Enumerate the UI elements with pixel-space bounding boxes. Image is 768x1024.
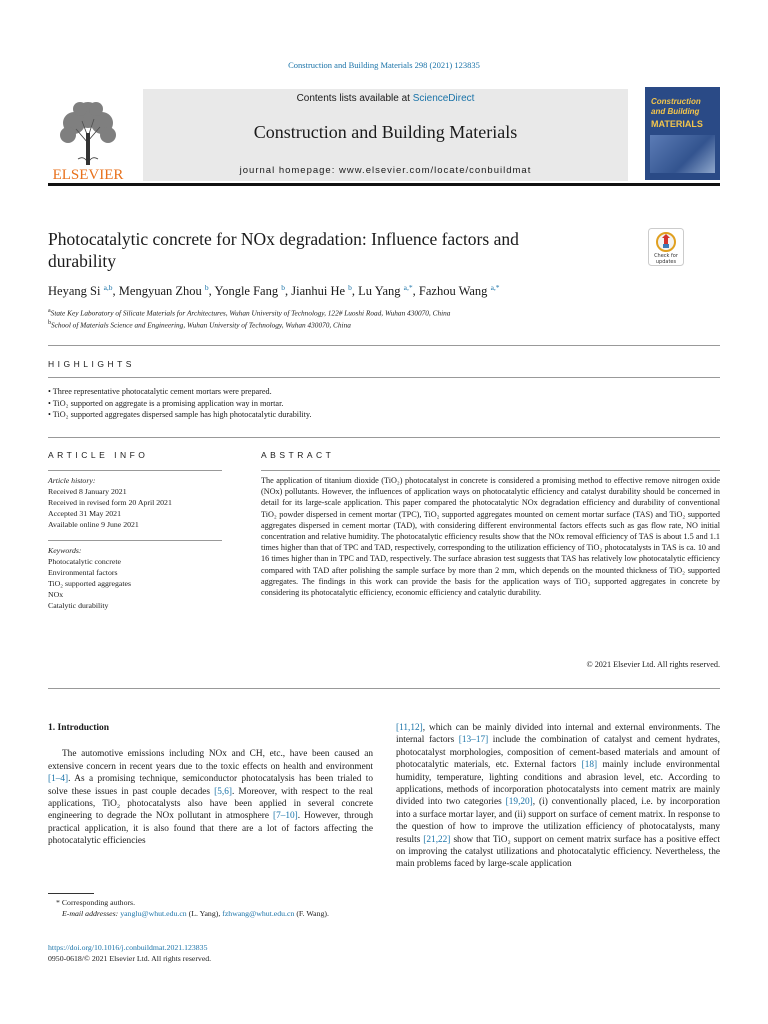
journal-reference-link[interactable]: Construction and Building Materials 298 (2021) 123835	[288, 60, 480, 70]
author: Jianhui He	[291, 284, 346, 299]
citation-link[interactable]: [13–17]	[458, 735, 489, 746]
sciencedirect-link[interactable]: ScienceDirect	[412, 93, 475, 104]
body-column-left	[48, 722, 373, 848]
text-run: show that TiO₂ support on cement matrix surface has a positive effect on improving the catalyst utilizations and photocatalytic efficiency. Nevertheless, the main problems faced by large-scale application	[396, 834, 720, 870]
doi-block	[48, 942, 373, 964]
section-heading: 1. Introduction	[48, 723, 110, 733]
journal-homepage[interactable]: journal homepage: www.elsevier.com/locate/conbuildmat	[239, 165, 532, 176]
cover-photo	[650, 135, 715, 173]
body-column-right	[396, 722, 720, 871]
author: Fazhou Wang	[418, 284, 488, 299]
author-affiliation-mark[interactable]: a,b	[103, 283, 113, 292]
divider	[48, 470, 222, 471]
article-history	[48, 475, 222, 530]
divider	[48, 377, 720, 378]
history-item: Accepted 31 May 2021	[48, 509, 121, 518]
cover-subtitle: MATERIALS	[651, 119, 703, 129]
email-owner: (F. Wang).	[296, 909, 329, 918]
doi-link[interactable]: https://doi.org/10.1016/j.conbuildmat.2021.123835	[48, 943, 208, 952]
intro-paragraph	[48, 748, 373, 847]
keyword: Environmental factors	[48, 568, 118, 577]
keywords	[48, 545, 222, 611]
divider	[48, 540, 222, 541]
check-for-updates-badge[interactable]	[648, 228, 684, 266]
journal-cover-image	[645, 87, 720, 180]
citation-link[interactable]: [7–10]	[272, 811, 298, 822]
keywords-label: Keywords:	[48, 546, 82, 555]
cover-title: Construction and Building	[651, 97, 701, 116]
highlights-heading: HIGHLIGHTS	[48, 359, 135, 369]
author-list: Heyang Si $^{a,b}$, Mengyuan Zhou $^b$, Yongle Fang $^b$, Jianhui He $^b$, Lu Yang $^{a,*}$, Fazhou Wang $^{a,*}$	[48, 283, 500, 299]
header-rule	[48, 183, 720, 186]
text-run: . As a promising technique, semiconductor photocatalysis has been trialed to solve these issues in past couple decades	[48, 774, 373, 797]
affiliation-text: School of Materials Science and Engineering, Wuhan University of Technology, Wuhan 430070, China	[51, 320, 351, 330]
abstract-text: The application of titanium dioxide (TiO₂) photocatalyst in concrete is considered a promising method to effective remove nitrogen oxide (NOx) pollutants. However, the influences of application ways on photocatalytic efficiency and catalyst durability should be concerned in detail for its large-scale application. This paper compared the photocatalytic NOx degradation efficiency and durability of conventional TiO₂ powder dispersed in cement mortar (TPC), TiO₂ supported aggregates mounted on cement mortar surface (TAS) and TiO₂ supported aggregates dispersed in cement mortar (TAD), with considering different environmental factors effects such as gas flow rate, NO initial concentration and relative humidity. The photocatalytic efficiency results show that the NOx removal efficiency of TAS is about 1.5 and 1.1 times higher than that of TPC and TAD, respectively, corresponding to the utilization efficiency of TiO₂ photocatalysts in TAS is ca. 10 and 16 times higher than in TPC and TAD, respectively. The surface abrasion test suggests that TAS has relatively low photocatalytic efficiency compared with TAD after polishing the sample surface by more than 2 mm, which depends on the mounted thickness of TiO₂ supported aggregates. The findings in this work can provide the basis for the application ways of TiO₂ supported aggregates in concrete by considering its photocatalytic efficiency, economic efficiency and catalytic durability.	[261, 476, 720, 598]
author-affiliation-mark[interactable]: a,*	[490, 283, 500, 292]
text-run: , which can be mainly divided into internal and external environments. The internal factors	[396, 723, 720, 746]
history-item: Received in revised form 20 April 2021	[48, 498, 172, 507]
contents-prefix: Contents lists available at	[296, 93, 413, 104]
author-affiliation-mark[interactable]: a,*	[403, 283, 413, 292]
highlight-item: • Three representative photocatalytic cement mortars were prepared.	[48, 386, 708, 398]
abstract-heading: ABSTRACT	[261, 450, 335, 460]
keyword: Catalytic durability	[48, 601, 109, 610]
email-link[interactable]: yanglu@whut.edu.cn	[120, 909, 187, 918]
author: Yongle Fang	[214, 284, 279, 299]
text-run: include the combination of catalyst and cement hydrates, photocatalyst morphologies, composition of cement-based materials and amount of photocatalytic materials, etc. External factors	[396, 735, 720, 771]
citation-link[interactable]: [5,6]	[214, 786, 232, 797]
email-label: E-mail addresses:	[62, 909, 119, 918]
svg-text:ELSEVIER: ELSEVIER	[52, 167, 124, 181]
footnote	[48, 897, 373, 919]
affiliation-mark: a	[48, 308, 51, 314]
highlights-list	[48, 386, 708, 421]
divider	[48, 345, 720, 346]
corresponding-note: * Corresponding authors.	[56, 898, 136, 907]
article-info-heading: ARTICLE INFO	[48, 450, 149, 460]
affiliation-b	[48, 318, 708, 330]
keyword: Photocatalytic concrete	[48, 557, 121, 566]
author-affiliation-mark[interactable]: b	[348, 283, 352, 292]
highlight-item: • TiO₂ supported on aggregate is a promising application way in mortar.	[48, 398, 708, 410]
contents-line	[143, 93, 628, 104]
affiliation-mark: b	[48, 320, 51, 327]
divider	[48, 688, 720, 689]
author: Mengyuan Zhou	[118, 284, 202, 299]
email-line	[48, 908, 373, 919]
history-item: Received 8 January 2021	[48, 487, 127, 496]
author: Lu Yang	[358, 284, 401, 299]
citation-link[interactable]: [18]	[581, 760, 598, 771]
article-title: Photocatalytic concrete for NOx degradation: Influence factors and durability	[48, 229, 519, 271]
text-run: mainly include environmental humidity, temperature, lighting conditions and abrasion level, etc. According to applications, methods of incorporation photocatalysts into cement matrix are mainly divided into two categories	[396, 760, 720, 808]
text-run: . Moreover, with respect to the real applications, TiO₂ photocatalysts also have been applied in several concrete engineering to degrade the NOx pollutant in atmosphere	[48, 786, 373, 822]
citation-link[interactable]: [19,20]	[505, 797, 533, 808]
citation-link[interactable]: [1–4]	[48, 774, 69, 785]
author-affiliation-mark[interactable]: b	[281, 283, 285, 292]
highlight-item: • TiO₂ supported aggregates dispersed sample has high photocatalytic durability.	[48, 409, 708, 421]
email-link[interactable]: fzhwang@whut.edu.cn	[222, 909, 295, 918]
affiliations	[48, 306, 708, 331]
journal-name: Construction and Building Materials	[253, 122, 518, 142]
history-item: Available online 9 June 2021	[48, 520, 139, 529]
citation-link[interactable]: [21,22]	[423, 834, 451, 845]
affiliation-a	[48, 306, 708, 318]
divider	[48, 437, 720, 438]
text-run: The automotive emissions including NOx and CH, etc., have been caused an extensive concern in recent years due to the toxic effects on health and environment	[48, 749, 373, 772]
email-owner: (L. Yang),	[188, 909, 221, 918]
text-run: . However, through practical application, it is also found that there are a lot of factors affecting the photocatalytic efficiencies	[48, 811, 374, 847]
footnote-rule	[48, 893, 94, 894]
text-run: , (i) conventionally placed, i.e. by incorporation into a surface mortar layer, and (ii) support on surface of cement matrix. In response to the question of how to improve the utilization efficiency of photocatalysts, many results	[396, 797, 720, 845]
intro-paragraph-continued	[396, 722, 720, 871]
citation-link[interactable]: [11,12]	[396, 723, 423, 733]
abstract-copyright: © 2021 Elsevier Ltd. All rights reserved.	[586, 660, 720, 669]
history-label: Article history:	[48, 476, 96, 485]
keyword: NOx	[48, 590, 64, 599]
elsevier-logo	[48, 93, 128, 181]
divider	[261, 470, 720, 471]
issn-line: 0950-0618/© 2021 Elsevier Ltd. All rights reserved.	[48, 954, 212, 963]
affiliation-text: State Key Laboratory of Silicate Materials for Architectures, Wuhan University of Technology, 122# Luoshi Road, Wuhan 430070, China	[50, 308, 451, 318]
author-affiliation-mark[interactable]: b	[204, 283, 209, 292]
check-updates-label: Check for updates	[654, 253, 678, 265]
author: Heyang Si	[48, 284, 101, 299]
keyword: TiO₂ supported aggregates	[48, 579, 131, 588]
